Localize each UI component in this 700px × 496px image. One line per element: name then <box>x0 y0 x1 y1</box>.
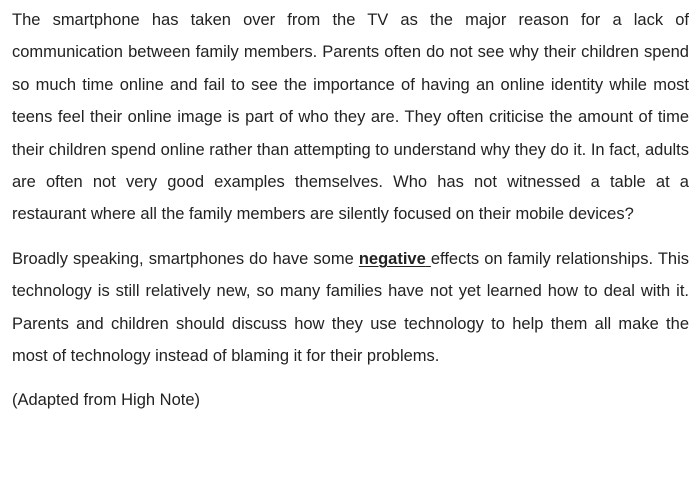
paragraph-2-text-after: effects on family relationships. This technology is still relatively new, so many families have not yet learned how to deal with it. Parents and children should discuss how they use technology to help them all make the most of technology instead of blaming it for their problems. <box>12 249 689 366</box>
paragraph-2 <box>12 243 689 373</box>
document-body <box>12 4 689 417</box>
paragraph-1: The smartphone has taken over from the TV as the major reason for a lack of communication between family members. Parents often do not see why their children spend so much time online and fail to see the importance of having an online identity while most teens feel their online image is part of who they are. They often criticise the amount of time their children spend online rather than attempting to understand why they do it. In fact, adults are often not very good examples themselves. Who has not witnessed a table at a restaurant where all the family members are silently focused on their mobile devices? <box>12 11 689 224</box>
highlighted-keyword: negative <box>358 249 426 268</box>
paragraph-2-text-before: Broadly speaking, smartphones do have some <box>12 249 359 268</box>
source-citation: (Adapted from High Note) <box>12 391 201 410</box>
